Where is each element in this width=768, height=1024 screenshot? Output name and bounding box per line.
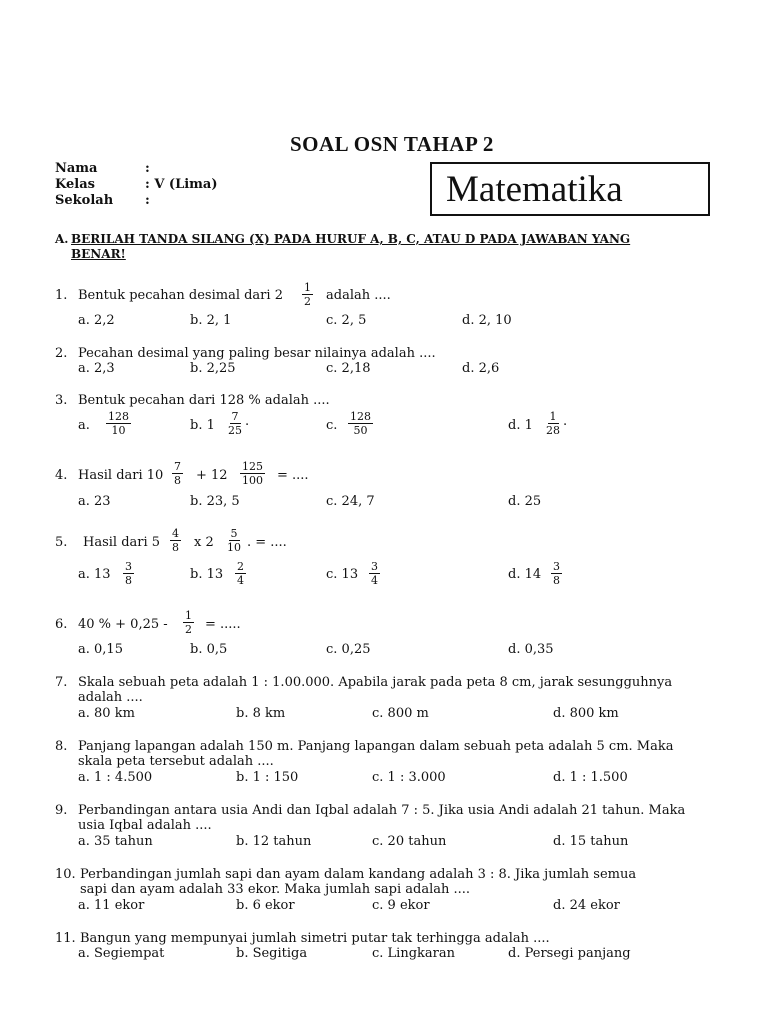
option-b[interactable]: b. 12 tahun bbox=[236, 834, 312, 849]
question-text: Perbandingan antara usia Andi dan Iqbal adalah 7 : 5. Jika usia Andi adalah 21 tahun. Maka bbox=[78, 803, 686, 818]
fraction: $\frac{128}{50}$ bbox=[350, 410, 371, 437]
question-text: Hasil dari 10 bbox=[78, 468, 164, 483]
option-c[interactable]: c. Lingkaran bbox=[372, 946, 455, 961]
section-instruction-line1: BERILAH TANDA SILANG (X) PADA HURUF A, B, C, ATAU D PADA JAWABAN YANG bbox=[71, 232, 631, 246]
option-c[interactable]: c. 800 m bbox=[372, 706, 429, 721]
option-b[interactable]: b. 6 ekor bbox=[236, 898, 295, 913]
page-title: SOAL OSN TAHAP 2 bbox=[290, 132, 494, 156]
question-text: Bentuk pecahan desimal dari 2 bbox=[78, 288, 283, 303]
option-d[interactable]: d. 2, 10 bbox=[462, 313, 512, 328]
option-a[interactable]: a. 0,15 bbox=[78, 642, 123, 657]
fraction: $\frac{7}{8}$ bbox=[174, 460, 181, 487]
question-number: 1. bbox=[55, 288, 68, 303]
fraction: $\frac{4}{8}$ bbox=[172, 527, 179, 554]
punctuation: . bbox=[563, 414, 568, 429]
option-c[interactable]: c. 20 tahun bbox=[372, 834, 447, 849]
option-b[interactable]: b. 23, 5 bbox=[190, 494, 240, 509]
punctuation: . bbox=[245, 414, 250, 429]
question-text: Bangun yang mempunyai jumlah simetri putar tak terhingga adalah .... bbox=[80, 931, 550, 946]
option-d[interactable]: d. 0,35 bbox=[508, 642, 554, 657]
option-b[interactable]: b. 2,25 bbox=[190, 361, 236, 376]
subject-box bbox=[430, 162, 710, 216]
option-d[interactable]: d. 25 bbox=[508, 494, 542, 509]
question-text: . = .... bbox=[247, 535, 287, 550]
class-label: Kelas bbox=[55, 177, 95, 192]
name-label: Nama bbox=[55, 161, 98, 176]
option-d[interactable]: d. 24 ekor bbox=[553, 898, 620, 913]
fraction: $\frac{1}{2}$ bbox=[185, 609, 192, 636]
fraction: $\frac{3}{4}$ bbox=[371, 560, 378, 587]
section-letter: A. bbox=[55, 232, 69, 246]
question-number: 6. bbox=[55, 617, 68, 632]
question-text: Perbandingan jumlah sapi dan ayam dalam kandang adalah 3 : 8. Jika jumlah semua bbox=[80, 867, 637, 882]
fraction: $\frac{125}{100}$ bbox=[242, 460, 263, 487]
option-b[interactable]: b. 1 : 150 bbox=[236, 770, 299, 785]
option-a[interactable]: a. 80 km bbox=[78, 706, 135, 721]
option-c[interactable]: c. 0,25 bbox=[326, 642, 371, 657]
section-instruction-line2: BENAR! bbox=[71, 247, 126, 261]
question-text: Hasil dari 5 bbox=[83, 535, 161, 550]
question-text: usia Iqbal adalah .... bbox=[78, 818, 212, 833]
fraction: $\frac{1}{28}$ bbox=[546, 410, 560, 437]
fraction: $\frac{1}{2}$ bbox=[304, 281, 311, 308]
option-a[interactable]: a. 2,2 bbox=[78, 313, 115, 328]
option-a[interactable]: a. 23 bbox=[78, 494, 111, 509]
question-text: Skala sebuah peta adalah 1 : 1.00.000. Apabila jarak pada peta 8 cm, jarak sesungguhnya bbox=[78, 675, 673, 690]
option-c[interactable]: c. bbox=[326, 418, 338, 433]
subject-title: Matematika bbox=[446, 169, 623, 210]
fraction: $\frac{128}{10}$ bbox=[108, 410, 129, 437]
option-a[interactable]: a. bbox=[78, 418, 90, 433]
option-b[interactable]: b. 13 bbox=[190, 567, 224, 582]
question-number: 7. bbox=[55, 675, 68, 690]
question-number: 3. bbox=[55, 393, 68, 408]
school-label: Sekolah bbox=[55, 193, 114, 208]
question-text: adalah .... bbox=[326, 288, 391, 303]
school-value: : bbox=[145, 193, 150, 208]
option-c[interactable]: c. 24, 7 bbox=[326, 494, 375, 509]
option-b[interactable]: b. 0,5 bbox=[190, 642, 228, 657]
question-number: 5. bbox=[55, 535, 68, 550]
option-a[interactable]: a. 2,3 bbox=[78, 361, 115, 376]
question-text: = .... bbox=[277, 468, 309, 483]
question-text: = ..... bbox=[205, 617, 241, 632]
option-a[interactable]: a. Segiempat bbox=[78, 946, 165, 961]
question-text: + 12 bbox=[196, 468, 228, 483]
question-text: Pecahan desimal yang paling besar nilainya adalah .... bbox=[78, 346, 436, 361]
fraction: $\frac{7}{25}$ bbox=[228, 410, 242, 437]
option-d[interactable]: d. Persegi panjang bbox=[508, 946, 631, 961]
question-text: Bentuk pecahan dari 128 % adalah .... bbox=[78, 393, 330, 408]
option-d[interactable]: d. 2,6 bbox=[462, 361, 500, 376]
fraction: $\frac{3}{8}$ bbox=[125, 560, 132, 587]
fraction: $\frac{5}{10}$ bbox=[227, 527, 241, 554]
fraction: $\frac{2}{4}$ bbox=[237, 560, 244, 587]
option-b[interactable]: b. 2, 1 bbox=[190, 313, 232, 328]
name-value: : bbox=[145, 161, 150, 176]
question-number: 4. bbox=[55, 468, 68, 483]
question-number: 2. bbox=[55, 346, 68, 361]
option-a[interactable]: a. 13 bbox=[78, 567, 111, 582]
question-text: x 2 bbox=[194, 535, 214, 550]
question-text: 40 % + 0,25 - bbox=[78, 617, 168, 632]
option-d[interactable]: d. 1 bbox=[508, 418, 533, 433]
option-d[interactable]: d. 800 km bbox=[553, 706, 619, 721]
option-d[interactable]: d. 15 tahun bbox=[553, 834, 629, 849]
question-text: Panjang lapangan adalah 150 m. Panjang lapangan dalam sebuah peta adalah 5 cm. Maka bbox=[78, 739, 674, 754]
question-number: 11. bbox=[55, 931, 76, 946]
option-a[interactable]: a. 35 tahun bbox=[78, 834, 153, 849]
option-c[interactable]: c. 2, 5 bbox=[326, 313, 367, 328]
fraction: $\frac{3}{8}$ bbox=[553, 560, 560, 587]
question-number: 9. bbox=[55, 803, 68, 818]
option-d[interactable]: d. 14 bbox=[508, 567, 542, 582]
class-value: : V (Lima) bbox=[145, 177, 218, 192]
option-b[interactable]: b. 1 bbox=[190, 418, 215, 433]
question-number: 10. bbox=[55, 867, 76, 882]
option-b[interactable]: b. Segitiga bbox=[236, 946, 308, 961]
question-number: 8. bbox=[55, 739, 68, 754]
option-b[interactable]: b. 8 km bbox=[236, 706, 286, 721]
option-c[interactable]: c. 2,18 bbox=[326, 361, 371, 376]
option-c[interactable]: c. 9 ekor bbox=[372, 898, 430, 913]
option-c[interactable]: c. 13 bbox=[326, 567, 359, 582]
option-c[interactable]: c. 1 : 3.000 bbox=[372, 770, 446, 785]
option-a[interactable]: a. 11 ekor bbox=[78, 898, 145, 913]
question-text: sapi dan ayam adalah 33 ekor. Maka jumlah sapi adalah .... bbox=[80, 882, 471, 897]
option-d[interactable]: d. 1 : 1.500 bbox=[553, 770, 628, 785]
question-text: skala peta tersebut adalah .... bbox=[78, 754, 274, 769]
option-a[interactable]: a. 1 : 4.500 bbox=[78, 770, 153, 785]
question-text: adalah .... bbox=[78, 690, 143, 705]
